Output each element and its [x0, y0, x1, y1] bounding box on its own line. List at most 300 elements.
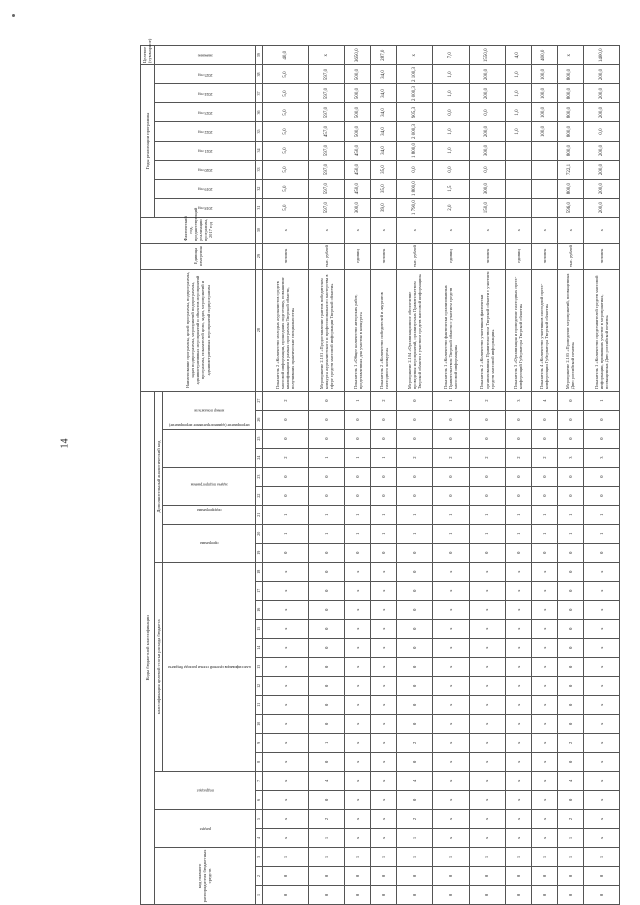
- year-value: 500,0: [345, 65, 371, 84]
- code-digit: 1: [371, 524, 397, 543]
- row-name: Показатель 1 «Общее количество авторских работ, представленных для участия в конкурсе»: [345, 269, 371, 391]
- year-value: 200,0: [583, 141, 619, 160]
- code-digit: 0: [262, 429, 308, 448]
- code-digit: х: [433, 600, 469, 619]
- target-value: х: [309, 46, 345, 65]
- column-number: 11: [255, 695, 262, 714]
- year-value: 722,1: [557, 160, 583, 179]
- budget-codes-header: Коды бюджетной классификации: [141, 391, 155, 904]
- code-digit: х: [469, 714, 505, 733]
- code-digit: х: [371, 600, 397, 619]
- code-digit: 0: [583, 866, 619, 885]
- code-digit: 0: [309, 467, 345, 486]
- code-digit: 1: [433, 524, 469, 543]
- code-digit: 0: [309, 391, 345, 410]
- program-rows: [262, 46, 619, 905]
- code-digit: 1: [345, 847, 371, 866]
- code-digit: 2: [397, 809, 433, 828]
- year-value: 5,0: [262, 141, 308, 160]
- code-digit: 0: [557, 486, 583, 505]
- column-number: 28: [255, 269, 262, 391]
- code-digit: 2: [557, 809, 583, 828]
- code-digit: 0: [505, 410, 531, 429]
- code-digit: 0: [469, 543, 505, 562]
- row-unit: единиц: [505, 243, 531, 269]
- column-number: 17: [255, 581, 262, 600]
- code-digit: 0: [469, 429, 505, 448]
- code-digit: х: [433, 733, 469, 752]
- code-digit: х: [505, 619, 531, 638]
- column-number: 39: [255, 46, 262, 65]
- row-unit: тыс. рублей: [557, 243, 583, 269]
- row-name: Показатель 1 «Количество фактически организованных Правительством Тверской области с участием средств массовой информации»: [433, 269, 469, 391]
- code-digit: х: [433, 695, 469, 714]
- code-digit: 1: [505, 505, 531, 524]
- year-value: 1,0: [433, 141, 469, 160]
- code-digit: х: [433, 752, 469, 771]
- column-number: 15: [255, 619, 262, 638]
- code-digit: 1: [433, 505, 469, 524]
- year-value: 597,0: [309, 84, 345, 103]
- code-digit: 0: [505, 486, 531, 505]
- code-digit: х: [469, 638, 505, 657]
- row-fact: х: [262, 217, 308, 243]
- code-digit: х: [262, 733, 308, 752]
- column-number: 19: [255, 543, 262, 562]
- code-digit: 0: [309, 752, 345, 771]
- code-digit: 0: [469, 410, 505, 429]
- code-digit: 0: [309, 714, 345, 733]
- code-digit: х: [531, 809, 557, 828]
- code-digit: 0: [531, 410, 557, 429]
- code-digit: 0: [433, 429, 469, 448]
- code-digit: 0: [557, 391, 583, 410]
- code-digit: х: [345, 714, 371, 733]
- year-value: 34,0: [371, 84, 397, 103]
- code-digit: х: [531, 638, 557, 657]
- year-value: 200,0: [469, 84, 505, 103]
- year-value: 300,0: [345, 198, 371, 217]
- code-digit: 0: [557, 562, 583, 581]
- year-value: 200,0: [583, 84, 619, 103]
- table-row: [469, 46, 505, 905]
- year-value: 1 800,0: [397, 141, 433, 160]
- code-digit: х: [262, 714, 308, 733]
- code-digit: 1: [345, 391, 371, 410]
- column-number: 22: [255, 486, 262, 505]
- code-digit: 0: [557, 695, 583, 714]
- code-digit: х: [262, 676, 308, 695]
- code-digit: 0: [397, 562, 433, 581]
- year-2023-header: 2023 год: [154, 103, 255, 122]
- column-number: 13: [255, 657, 262, 676]
- year-value: 597,0: [309, 103, 345, 122]
- row-unit: тыс. рублей: [397, 243, 433, 269]
- name-header: Наименование программы, целей программы, подпрограммы, задач подпрограммы, мероприятий подпрограммы, административных мероприятий и объектов мероприятий программы, показателей цели, задач, мероприятий и административных мероприятий подпрограммы: [141, 269, 256, 391]
- code-digit: 0: [557, 752, 583, 771]
- code-digit: 0: [397, 486, 433, 505]
- year-value: 1,0: [505, 103, 531, 122]
- code-digit: 2: [433, 448, 469, 467]
- column-number-row: [255, 46, 262, 905]
- column-number: 25: [255, 429, 262, 448]
- code-digit: 0: [397, 714, 433, 733]
- row-name: Мероприятие 2.105 «Проведение мероприятий, посвященных Дню российской печати»: [557, 269, 583, 391]
- code-digit: 0: [397, 885, 433, 904]
- target-value: 7,0: [433, 46, 469, 65]
- target-value: 3650,0: [345, 46, 371, 65]
- code-digit: 1: [469, 505, 505, 524]
- target-value: 1550,0: [469, 46, 505, 65]
- code-digit: 0: [469, 467, 505, 486]
- code-digit: х: [531, 771, 557, 790]
- code-digit: х: [262, 581, 308, 600]
- code-digit: 4: [531, 391, 557, 410]
- code-digit: х: [505, 809, 531, 828]
- row-unit: единиц: [345, 243, 371, 269]
- code-digit: 0: [397, 391, 433, 410]
- code-digit: 0: [309, 600, 345, 619]
- code-digit: 0: [371, 467, 397, 486]
- row-unit: тыс. рублей: [309, 243, 345, 269]
- code-digit: 0: [433, 410, 469, 429]
- row-name: Мероприятие 2.104 «Организационное обеспечение проведения мероприятий, организуемых Правительством Тверской области с участием средств массовой информации»: [397, 269, 433, 391]
- year-2021-header: 2021 год: [154, 141, 255, 160]
- code-digit: х: [583, 657, 619, 676]
- year-value: 2 000,3: [397, 84, 433, 103]
- year-value: 800,0: [557, 179, 583, 198]
- table-row: [433, 46, 469, 905]
- code-digit: х: [433, 619, 469, 638]
- code-digit: 0: [557, 581, 583, 600]
- code-digit: 0: [262, 410, 308, 429]
- code-digit: 0: [433, 543, 469, 562]
- code-digit: 1: [469, 847, 505, 866]
- year-value: 200,0: [469, 65, 505, 84]
- code-digit: х: [469, 581, 505, 600]
- year-value: 905,3: [397, 103, 433, 122]
- code-digit: 0: [397, 543, 433, 562]
- year-value: 200,0: [583, 65, 619, 84]
- code-digit: 0: [531, 885, 557, 904]
- column-number: 5: [255, 809, 262, 828]
- row-name: Показатель 2 «Количество участников фактически организованных Правительством Тверской области с участием средств массовой информации»: [469, 269, 505, 391]
- code-digit: 0: [557, 410, 583, 429]
- section-header: раздел: [154, 809, 255, 847]
- code-digit: 1: [371, 448, 397, 467]
- code-digit: 1: [557, 505, 583, 524]
- year-value: 0,0: [469, 160, 505, 179]
- analytic-code-header: Дополнительный аналитический код: [154, 391, 162, 562]
- year-value: 34,0: [371, 141, 397, 160]
- code-digit: х: [262, 695, 308, 714]
- row-unit: единиц: [433, 243, 469, 269]
- year-value: [531, 198, 557, 217]
- row-fact: х: [505, 217, 531, 243]
- code-digit: х: [469, 828, 505, 847]
- code-digit: х: [531, 619, 557, 638]
- program-table-sheet: [140, 38, 620, 905]
- code-digit: 1: [557, 847, 583, 866]
- year-value: [505, 160, 531, 179]
- code-digit: 3: [557, 448, 583, 467]
- year-value: 450,0: [345, 141, 371, 160]
- code-digit: 0: [309, 562, 345, 581]
- code-digit: 0: [531, 467, 557, 486]
- column-number: 9: [255, 733, 262, 752]
- code-digit: 1: [583, 524, 619, 543]
- row-fact: х: [433, 217, 469, 243]
- page-number: 14: [59, 438, 71, 449]
- code-digit: х: [433, 676, 469, 695]
- row-unit: человек: [583, 243, 619, 269]
- code-digit: 0: [469, 486, 505, 505]
- code-digit: х: [505, 733, 531, 752]
- code-digit: х: [371, 752, 397, 771]
- year-value: 0,0: [397, 160, 433, 179]
- code-digit: х: [469, 657, 505, 676]
- code-digit: х: [433, 790, 469, 809]
- year-value: 100,0: [531, 84, 557, 103]
- year-value: 35,0: [371, 179, 397, 198]
- code-digit: х: [371, 809, 397, 828]
- code-digit: 0: [345, 543, 371, 562]
- code-digit: 0: [505, 429, 531, 448]
- code-digit: 1: [557, 524, 583, 543]
- code-digit: 0: [557, 657, 583, 676]
- code-digit: 1: [531, 505, 557, 524]
- code-digit: 4: [309, 771, 345, 790]
- code-digit: 2: [397, 448, 433, 467]
- code-digit: 1: [583, 505, 619, 524]
- code-digit: 1: [505, 524, 531, 543]
- column-number: 3: [255, 847, 262, 866]
- scan-mark: [12, 14, 15, 17]
- column-number: 7: [255, 771, 262, 790]
- code-digit: 0: [583, 429, 619, 448]
- code-digit: х: [469, 733, 505, 752]
- code-digit: 0: [345, 467, 371, 486]
- code-digit: 1: [583, 847, 619, 866]
- column-number: 31: [255, 198, 262, 217]
- code-digit: 0: [371, 429, 397, 448]
- column-number: 38: [255, 65, 262, 84]
- year-value: 2 000,3: [397, 122, 433, 141]
- year-2018-header: 2018 год: [154, 198, 255, 217]
- year-2025-header: 2025 год: [154, 65, 255, 84]
- year-value: 800,0: [557, 84, 583, 103]
- year-value: 100,0: [531, 122, 557, 141]
- year-value: 0,0: [433, 160, 469, 179]
- table-row: [397, 46, 433, 905]
- row-unit: человек: [469, 243, 505, 269]
- code-digit: х: [345, 581, 371, 600]
- year-value: 597,0: [309, 65, 345, 84]
- year-value: 1,0: [433, 65, 469, 84]
- code-digit: 0: [557, 429, 583, 448]
- code-digit: х: [345, 695, 371, 714]
- code-digit: 3: [583, 448, 619, 467]
- code-digit: 0: [531, 486, 557, 505]
- code-digit: 0: [309, 885, 345, 904]
- code-digit: х: [583, 714, 619, 733]
- code-digit: 1: [262, 847, 308, 866]
- code-digit: х: [505, 828, 531, 847]
- year-value: 300,0: [469, 141, 505, 160]
- target-expense-header: классификация целевой статьи расхода бюджета: [154, 562, 162, 771]
- code-digit: 0: [309, 619, 345, 638]
- code-digit: х: [469, 695, 505, 714]
- code-digit: 0: [345, 410, 371, 429]
- code-digit: х: [531, 733, 557, 752]
- target-value: 1400,0: [583, 46, 619, 65]
- year-value: [505, 179, 531, 198]
- code-digit: 0: [397, 429, 433, 448]
- year-value: 596,0: [557, 198, 583, 217]
- row-fact: х: [557, 217, 583, 243]
- code-digit: х: [345, 828, 371, 847]
- code-digit: 3: [505, 391, 531, 410]
- row-unit: человек: [531, 243, 557, 269]
- row-fact: х: [371, 217, 397, 243]
- code-digit: 0: [309, 486, 345, 505]
- code-digit: 0: [262, 866, 308, 885]
- row-unit: человек: [262, 243, 308, 269]
- code-digit: х: [531, 714, 557, 733]
- code-digit: 0: [371, 410, 397, 429]
- code-digit: 1: [397, 847, 433, 866]
- code-digit: х: [345, 771, 371, 790]
- year-value: 200,0: [583, 179, 619, 198]
- code-digit: 0: [433, 885, 469, 904]
- code-digit: х: [583, 809, 619, 828]
- code-digit: 0: [397, 600, 433, 619]
- code-digit: 2: [531, 448, 557, 467]
- code-digit: х: [371, 828, 397, 847]
- code-digit: х: [583, 638, 619, 657]
- row-fact: х: [469, 217, 505, 243]
- row-name: Показатель 2 «Количество молодых журналистов средств массовой информации, прошедших подготовку, повышение квалификации в рамках программы Тверской области, получивших практические специальности»: [262, 269, 308, 391]
- code-digit: х: [371, 771, 397, 790]
- code-digit: 0: [345, 429, 371, 448]
- event-number-header: номер показателя: [162, 391, 255, 429]
- code-digit: х: [469, 619, 505, 638]
- year-value: 34,0: [371, 103, 397, 122]
- year-value: 500,0: [345, 122, 371, 141]
- code-digit: х: [469, 562, 505, 581]
- row-fact: х: [531, 217, 557, 243]
- table-row: [583, 46, 619, 905]
- column-number: 30: [255, 217, 262, 243]
- row-name: Показатель 1 «Количество представителей средств массовой информации, принявших участие в мероприятиях, посвященных Дню российской печати»: [583, 269, 619, 391]
- code-digit: х: [583, 752, 619, 771]
- code-digit: 0: [557, 885, 583, 904]
- code-digit: х: [433, 657, 469, 676]
- code-digit: х: [371, 562, 397, 581]
- code-digit: 0: [557, 619, 583, 638]
- year-value: 35,0: [371, 160, 397, 179]
- code-digit: х: [262, 828, 308, 847]
- code-digit: 0: [309, 638, 345, 657]
- target-group-header: Целевое (суммарное): [142, 38, 153, 63]
- column-number: 26: [255, 410, 262, 429]
- code-digit: 0: [345, 866, 371, 885]
- code-digit: 0: [583, 467, 619, 486]
- code-digit: х: [262, 657, 308, 676]
- code-digit: х: [531, 695, 557, 714]
- code-digit: х: [345, 809, 371, 828]
- code-digit: х: [433, 562, 469, 581]
- code-digit: 2: [505, 448, 531, 467]
- code-digit: х: [345, 657, 371, 676]
- code-digit: х: [371, 638, 397, 657]
- year-value: 39,0: [371, 198, 397, 217]
- code-digit: х: [505, 562, 531, 581]
- unit-header: Единица измерения: [141, 243, 256, 269]
- year-value: 597,0: [309, 160, 345, 179]
- code-digit: 0: [397, 676, 433, 695]
- code-digit: 0: [309, 429, 345, 448]
- code-digit: 0: [557, 638, 583, 657]
- code-digit: 1: [371, 505, 397, 524]
- year-value: 200,0: [583, 198, 619, 217]
- code-digit: 0: [397, 695, 433, 714]
- column-number: 29: [255, 243, 262, 269]
- year-2024-header: 2024 год: [154, 84, 255, 103]
- year-value: 5,0: [262, 122, 308, 141]
- column-number: 32: [255, 179, 262, 198]
- year-value: 5,0: [262, 65, 308, 84]
- column-number: 6: [255, 790, 262, 809]
- years-group-header: Годы реализации программы: [141, 65, 155, 217]
- code-digit: х: [371, 733, 397, 752]
- code-digit: 0: [557, 676, 583, 695]
- code-digit: 0: [557, 543, 583, 562]
- code-digit: х: [505, 695, 531, 714]
- code-digit: х: [583, 790, 619, 809]
- year-value: 500,0: [345, 84, 371, 103]
- code-digit: х: [345, 790, 371, 809]
- code-digit: 1: [309, 828, 345, 847]
- code-digit: 1: [433, 391, 469, 410]
- code-digit: х: [345, 676, 371, 695]
- code-digit: 2: [371, 391, 397, 410]
- code-digit: х: [505, 676, 531, 695]
- code-digit: 0: [309, 657, 345, 676]
- table-row: [505, 46, 531, 905]
- table-row: [371, 46, 397, 905]
- year-value: 2 100,3: [397, 65, 433, 84]
- table-row: [345, 46, 371, 905]
- code-digit: х: [469, 600, 505, 619]
- code-digit: х: [531, 752, 557, 771]
- code-digit: 0: [397, 410, 433, 429]
- code-digit: х: [531, 562, 557, 581]
- code-digit: х: [531, 600, 557, 619]
- code-digit: 0: [433, 486, 469, 505]
- code-digit: х: [433, 638, 469, 657]
- code-digit: 0: [397, 752, 433, 771]
- column-number: 1: [255, 885, 262, 904]
- code-digit: 0: [469, 885, 505, 904]
- column-number: 36: [255, 103, 262, 122]
- code-digit: 0: [371, 543, 397, 562]
- code-digit: 0: [345, 885, 371, 904]
- code-digit: 0: [371, 486, 397, 505]
- code-digit: 4: [557, 771, 583, 790]
- year-value: [531, 141, 557, 160]
- code-digit: 1: [397, 828, 433, 847]
